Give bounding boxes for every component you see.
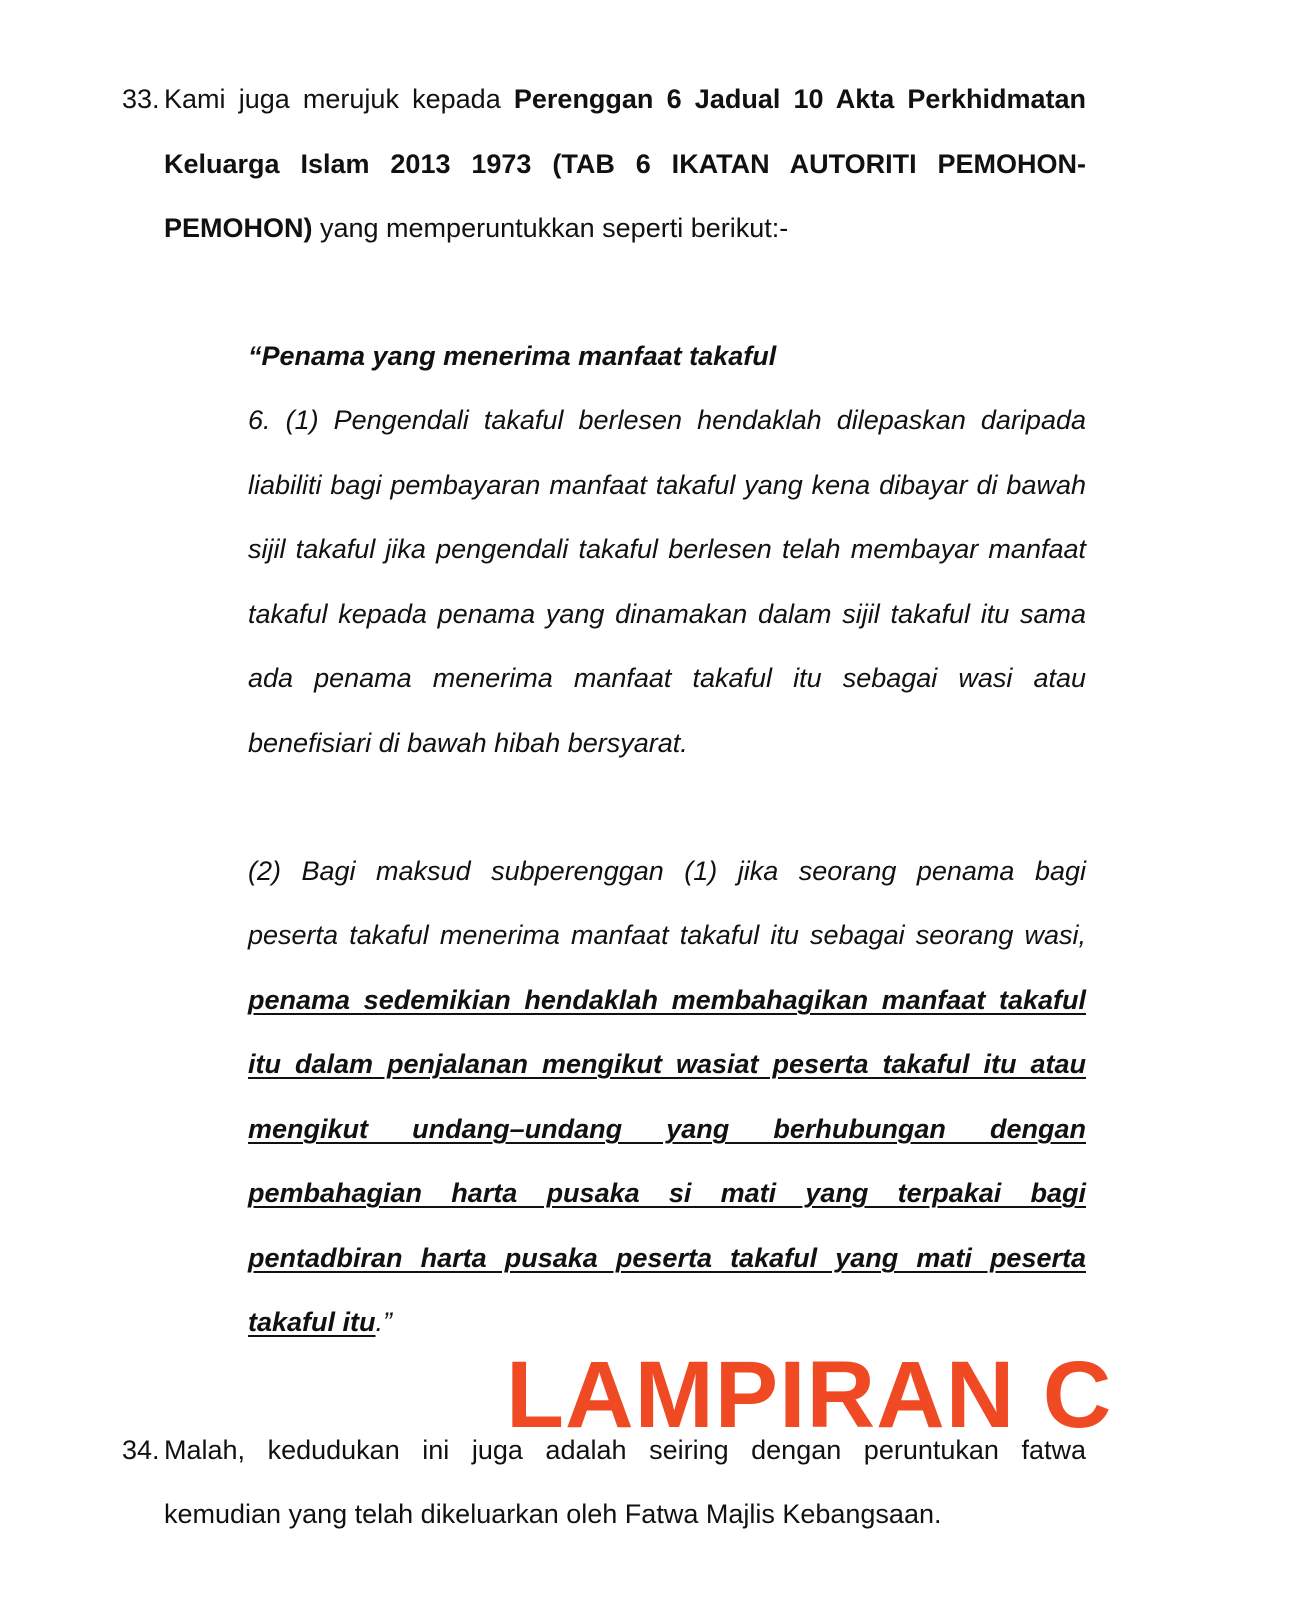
quote-line: ada penama menerima manfaat takaful itu sebagai wasi atau bbox=[248, 663, 1086, 693]
paragraph-line: Malah, kedudukan ini juga adalah seiring dengan peruntukan fatwa bbox=[164, 1435, 1086, 1465]
paragraph-line: Kami juga merujuk kepada Perenggan 6 Jadual 10 Akta Perkhidmatan bbox=[164, 84, 1086, 114]
quote-line-emphasis: mengikut undang–undang yang berhubungan dengan bbox=[248, 1114, 1086, 1144]
quote-heading: “Penama yang menerima manfaat takaful bbox=[248, 341, 777, 371]
quote-line: liabiliti bagi pembayaran manfaat takaful yang kena dibayar di bawah bbox=[248, 470, 1086, 500]
paragraph-number: 34. bbox=[122, 1435, 160, 1465]
paragraph-line: kemudian yang telah dikeluarkan oleh Fatwa Majlis Kebangsaan. bbox=[164, 1499, 942, 1529]
quote-line: takaful kepada penama yang dinamakan dalam sijil takaful itu sama bbox=[248, 599, 1086, 629]
quote-line-emphasis: pentadbiran harta pusaka peserta takaful yang mati peserta bbox=[248, 1243, 1086, 1273]
quote-line: peserta takaful menerima manfaat takaful itu sebagai seorang wasi, bbox=[248, 920, 1086, 950]
quote-line-emphasis: itu dalam penjalanan mengikut wasiat peserta takaful itu atau bbox=[248, 1049, 1086, 1079]
paragraph-line: Keluarga Islam 2013 1973 (TAB 6 IKATAN AUTORITI PEMOHON- bbox=[164, 149, 1086, 179]
quote-last-line: takaful itu.” bbox=[248, 1307, 393, 1337]
paragraph-number: 33. bbox=[122, 84, 160, 114]
quote-line: benefisiari di bawah hibah bersyarat. bbox=[248, 728, 688, 758]
quote-line-emphasis: pembahagian harta pusaka si mati yang terpakai bagi bbox=[248, 1178, 1086, 1208]
quote-line: 6. (1) Pengendali takaful berlesen hendaklah dilepaskan daripada bbox=[248, 405, 1086, 435]
quote-line: (2) Bagi maksud subperenggan (1) jika seorang penama bagi bbox=[248, 856, 1086, 886]
lampiran-stamp: LAMPIRAN C bbox=[506, 1342, 1113, 1448]
quote-line: sijil takaful jika pengendali takaful berlesen telah membayar manfaat bbox=[248, 534, 1086, 564]
quote-line-emphasis: penama sedemikian hendaklah membahagikan manfaat takaful bbox=[248, 985, 1086, 1015]
paragraph-line: PEMOHON) yang memperuntukkan seperti berikut:- bbox=[164, 213, 789, 243]
